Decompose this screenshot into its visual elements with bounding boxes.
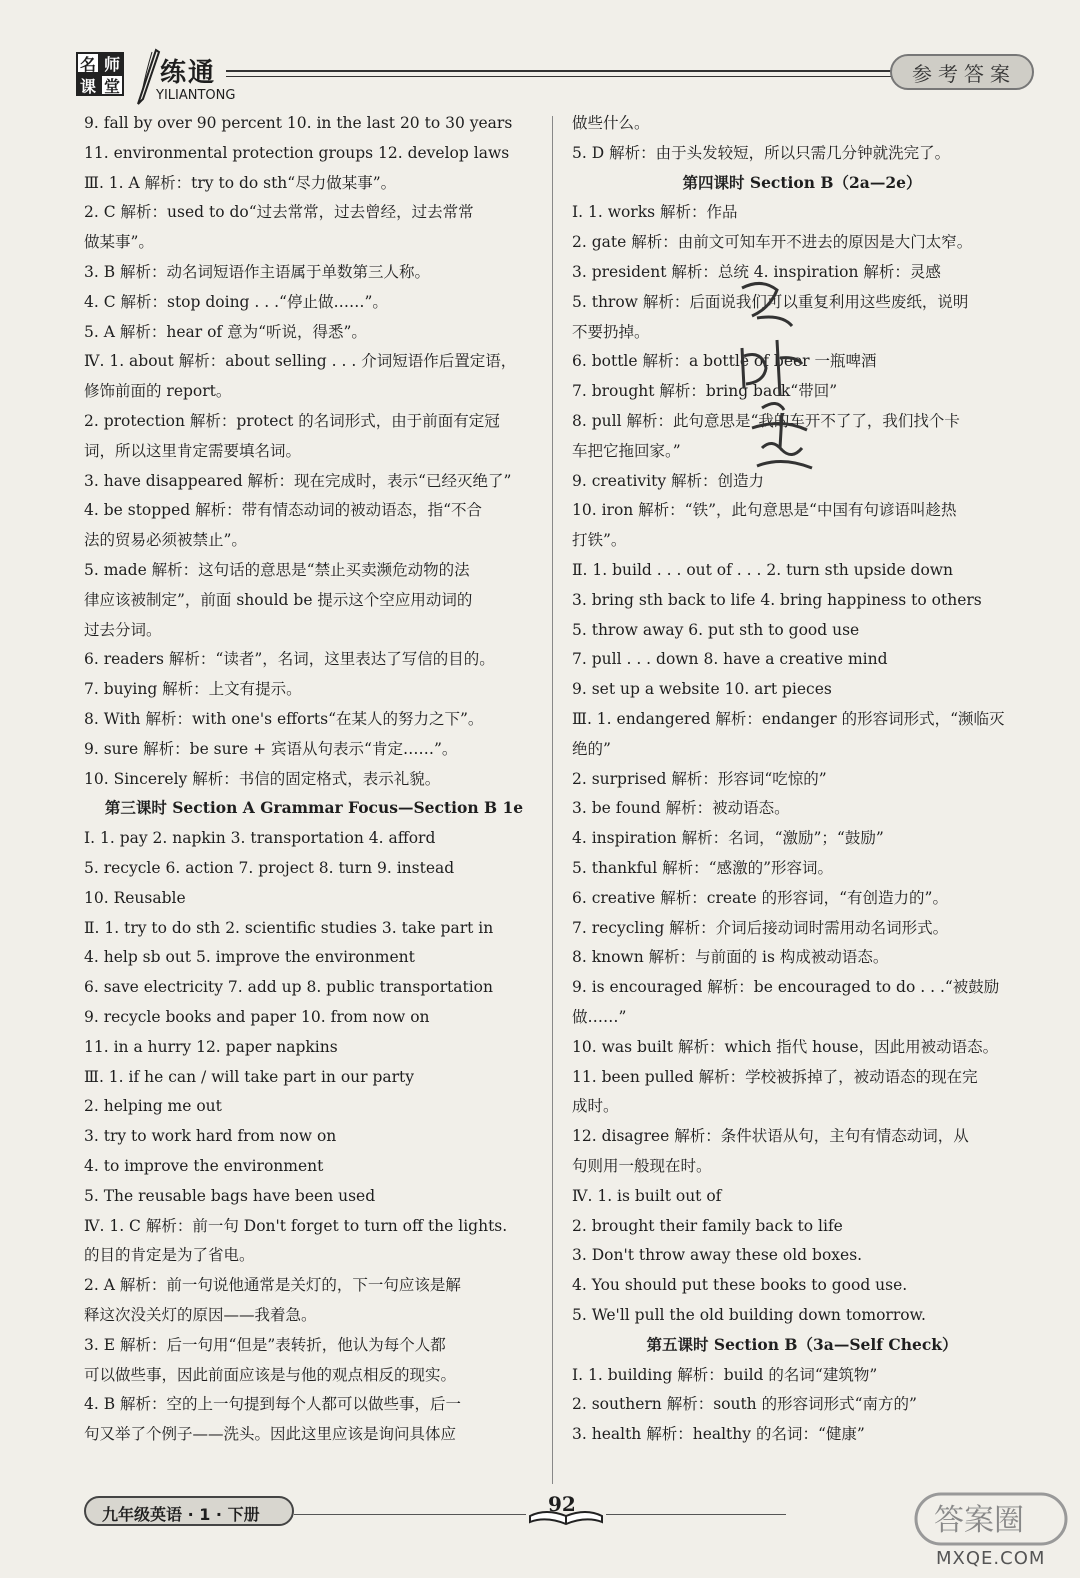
- answer-line: 句又举了个例子——洗头。因此这里应该是询问具体应: [84, 1425, 457, 1444]
- answer-line: Ⅳ. 1. C 解析：前一句 Don't forget to turn off the lights.: [84, 1216, 508, 1235]
- book-label-tab: [84, 1496, 294, 1526]
- answer-line: 4. B 解析：空的上一句提到每个人都可以做些事，后一: [84, 1395, 462, 1414]
- answer-line: 2. gate 解析：由前文可知车开不进去的原因是大门太窄。: [572, 233, 973, 252]
- answer-line: 修饰前面的 report。: [84, 382, 232, 401]
- answer-line: 打铁”。: [572, 531, 627, 550]
- svg-text:答案圈: 答案圈: [934, 1503, 1024, 1538]
- handwriting-scribble: [722, 278, 832, 488]
- answer-line: 11. in a hurry 12. paper napkins: [84, 1037, 338, 1056]
- answer-line: 9. recycle books and paper 10. from now on: [84, 1008, 430, 1026]
- answer-line: 2. protection 解析：protect 的名词形式，由于前面有定冠: [84, 412, 500, 430]
- answer-line: 9. fall by over 90 percent 10. in the last 20 to 30 years: [84, 114, 513, 132]
- answer-line: 3. health 解析：healthy 的名词：“健康”: [572, 1425, 865, 1444]
- watermark-text: MXQE.COM: [936, 1548, 1046, 1569]
- page-header: [76, 48, 1032, 108]
- answer-line: 第四课时 Section B（2a—2e）: [682, 172, 922, 192]
- header-rule: [226, 76, 902, 77]
- answer-line: 3. have disappeared 解析：现在完成时，表示“已经灭绝了”: [84, 471, 512, 490]
- answer-line: 11. environmental protection groups 12. develop laws: [84, 143, 510, 162]
- answer-line: 过去分词。: [84, 620, 162, 639]
- footer-rule: [606, 1514, 786, 1515]
- answer-line: 3. president 解析：总统 4. inspiration 解析：灵感: [572, 263, 941, 281]
- answer-line: 做某事”。: [84, 233, 154, 252]
- answer-line: 7. recycling 解析：介词后接动词时需用动名词形式。: [572, 918, 949, 937]
- answer-line: 5. We'll pull the old building down tomorrow.: [572, 1306, 926, 1324]
- answer-line: Ⅳ. 1. about 解析：about selling . . . 介词短语作后置定语，: [84, 352, 517, 371]
- answer-line: 9. is encouraged 解析：be encouraged to do . . .“被鼓励: [572, 978, 1000, 997]
- brand-name: 练通: [160, 58, 217, 88]
- answer-line: 6. save electricity 7. add up 8. public transportation: [84, 978, 493, 997]
- answer-line: 12. disagree 解析：条件状语从句，主句有情态动词，从: [572, 1127, 969, 1146]
- answer-line: 第五课时 Section B（3a—Self Check）: [646, 1334, 958, 1354]
- watermark-logo: [896, 1490, 1074, 1550]
- answer-line: 车把它拖回家。”: [572, 441, 681, 460]
- logo-char: 堂: [100, 74, 124, 96]
- answer-line: 10. Reusable: [84, 888, 186, 907]
- answer-line: 6. readers 解析：“读者”，名词，这里表达了写信的目的。: [84, 650, 495, 669]
- answer-line: Ⅰ. 1. pay 2. napkin 3. transportation 4. afford: [84, 829, 436, 848]
- answer-line: 的目的肯定是为了省电。: [84, 1246, 255, 1265]
- watermark: [896, 1490, 1074, 1574]
- answer-line: 10. was built 解析：which 指代 house，因此用被动语态。: [572, 1037, 999, 1056]
- answer-line: 律应该被制定”，前面 should be 提示这个空应用动词的: [84, 590, 473, 609]
- answer-line: 2. surprised 解析：形容词“吃惊的”: [572, 769, 827, 788]
- answer-line: 词，所以这里肯定需要填名词。: [84, 441, 302, 460]
- answer-line: 5. recycle 6. action 7. project 8. turn 9. instead: [84, 859, 455, 877]
- publisher-logo: [76, 52, 128, 100]
- answer-line: 8. With 解析：with one's efforts“在某人的努力之下”。: [84, 710, 484, 728]
- section-badge-label: 参考答案: [912, 62, 1016, 86]
- footer-rule: [294, 1514, 526, 1515]
- answer-line: 2. brought their family back to life: [572, 1216, 843, 1235]
- answer-line: 法的贸易必须被禁止”。: [84, 531, 247, 550]
- answer-line: 做……”: [572, 1008, 627, 1026]
- answer-line: 5. throw away 6. put sth to good use: [572, 620, 860, 639]
- answer-line: 3. bring sth back to life 4. bring happiness to others: [572, 590, 982, 609]
- answer-line: 释这次没关灯的原因——我着急。: [84, 1306, 317, 1324]
- answer-line: Ⅳ. 1. is built out of: [572, 1186, 722, 1205]
- answer-line: 3. B 解析：动名词短语作主语属于单数第三人称。: [84, 263, 431, 281]
- answer-line: Ⅲ. 1. A 解析：try to do sth“尽力做某事”。: [84, 173, 397, 192]
- answer-line: 4. to improve the environment: [84, 1157, 324, 1175]
- answer-line: 4. be stopped 解析：带有情态动词的被动语态，指“不合: [84, 501, 483, 520]
- answer-line: 3. try to work hard from now on: [84, 1127, 337, 1146]
- answer-line: 4. C 解析：stop doing . . .“停止做……”。: [84, 292, 388, 311]
- answer-line: 3. E 解析：后一句用“但是”表转折，他认为每个人都: [84, 1335, 446, 1354]
- answer-line: 7. buying 解析：上文有提示。: [84, 680, 302, 699]
- logo-char: 师: [100, 52, 124, 74]
- logo-char: 名: [76, 52, 100, 74]
- answer-line: 5. D 解析：由于头发较短，所以只需几分钟就洗完了。: [572, 143, 951, 162]
- answer-line: 成时。: [572, 1097, 619, 1116]
- answer-line: 10. Sincerely 解析：书信的固定格式，表示礼貌。: [84, 769, 441, 788]
- column-divider: [552, 116, 553, 1484]
- answer-line: 5. The reusable bags have been used: [84, 1186, 376, 1205]
- answer-line: 7. brought 解析：bring back“带回”: [572, 382, 838, 401]
- answer-line: 4. You should put these books to good use.: [572, 1276, 908, 1295]
- section-badge: [890, 54, 1034, 90]
- answer-line: 5. throw 解析：后面说我们可以重复利用这些废纸，说明: [572, 292, 969, 311]
- answer-line: 6. bottle 解析：a bottle of beer 一瓶啤酒: [572, 352, 877, 371]
- answer-line: 9. sure 解析：be sure + 宾语从句表示“肯定……”。: [84, 739, 458, 758]
- answer-line: 绝的”: [572, 739, 611, 758]
- answer-line: 5. thankful 解析：“感激的”形容词。: [572, 859, 833, 877]
- answer-line: Ⅰ. 1. works 解析：作品: [572, 203, 738, 222]
- answer-line: 5. A 解析：hear of 意为“听说，得悉”。: [84, 322, 367, 341]
- answer-line: 可以做些事，因此前面应该是与他的观点相反的现实。: [84, 1365, 457, 1384]
- answer-line: 5. made 解析：这句话的意思是“禁止买卖濒危动物的法: [84, 561, 470, 579]
- answer-line: 第三课时 Section A Grammar Focus—Section B 1e: [104, 798, 524, 818]
- answer-line: 2. C 解析：used to do“过去常常，过去曾经，过去常常: [84, 203, 474, 222]
- answer-line: 9. creativity 解析：创造力: [572, 471, 765, 490]
- answer-line: Ⅲ. 1. if he can / will take part in our party: [84, 1067, 415, 1086]
- answer-line: Ⅲ. 1. endangered 解析：endanger 的形容词形式，“濒临灭: [572, 710, 1005, 728]
- answer-line: 8. pull 解析：此句意思是“我的车开不了了，我们找个卡: [572, 412, 960, 430]
- page-number-book: [526, 1486, 606, 1526]
- answer-line: Ⅱ. 1. try to do sth 2. scientific studies 3. take part in: [84, 918, 494, 937]
- answer-line: 2. A 解析：前一句说他通常是关灯的，下一句应该是解: [84, 1276, 461, 1295]
- answer-line: 句则用一般现在时。: [572, 1157, 712, 1175]
- answer-line: 4. inspiration 解析：名词，“激励”；“鼓励”: [572, 829, 884, 848]
- answer-line: 3. Don't throw away these old boxes.: [572, 1246, 863, 1265]
- book-label: 九年级英语 · 1 · 下册: [102, 1505, 260, 1524]
- brand-name-pinyin: YILIANTONG: [156, 88, 236, 103]
- answer-line: 4. help sb out 5. improve the environment: [84, 948, 415, 967]
- answer-line: 10. iron 解析：“铁”，此句意思是“中国有句谚语叫趁热: [572, 501, 957, 520]
- answer-line: 6. creative 解析：create 的形容词，“有创造力的”。: [572, 888, 948, 907]
- answer-line: 不要扔掉。: [572, 322, 650, 341]
- logo-char: 课: [76, 74, 100, 96]
- answer-line: 11. been pulled 解析：学校被拆掉了，被动语态的现在完: [572, 1067, 978, 1086]
- answer-line: 2. southern 解析：south 的形容词形式“南方的”: [572, 1395, 917, 1414]
- page-number: 92: [548, 1492, 576, 1516]
- answer-line: 8. known 解析：与前面的 is 构成被动语态。: [572, 948, 889, 967]
- answer-line: 做些什么。: [572, 114, 650, 132]
- answer-line: 2. helping me out: [84, 1097, 222, 1116]
- answer-line: Ⅱ. 1. build . . . out of . . . 2. turn sth upside down: [572, 561, 954, 579]
- header-rule: [226, 70, 902, 72]
- answer-line: 7. pull . . . down 8. have a creative mind: [572, 650, 888, 669]
- answer-line: 3. be found 解析：被动语态。: [572, 799, 790, 818]
- answer-line: 9. set up a website 10. art pieces: [572, 680, 832, 699]
- answer-line: Ⅰ. 1. building 解析：build 的名词“建筑物”: [572, 1365, 878, 1384]
